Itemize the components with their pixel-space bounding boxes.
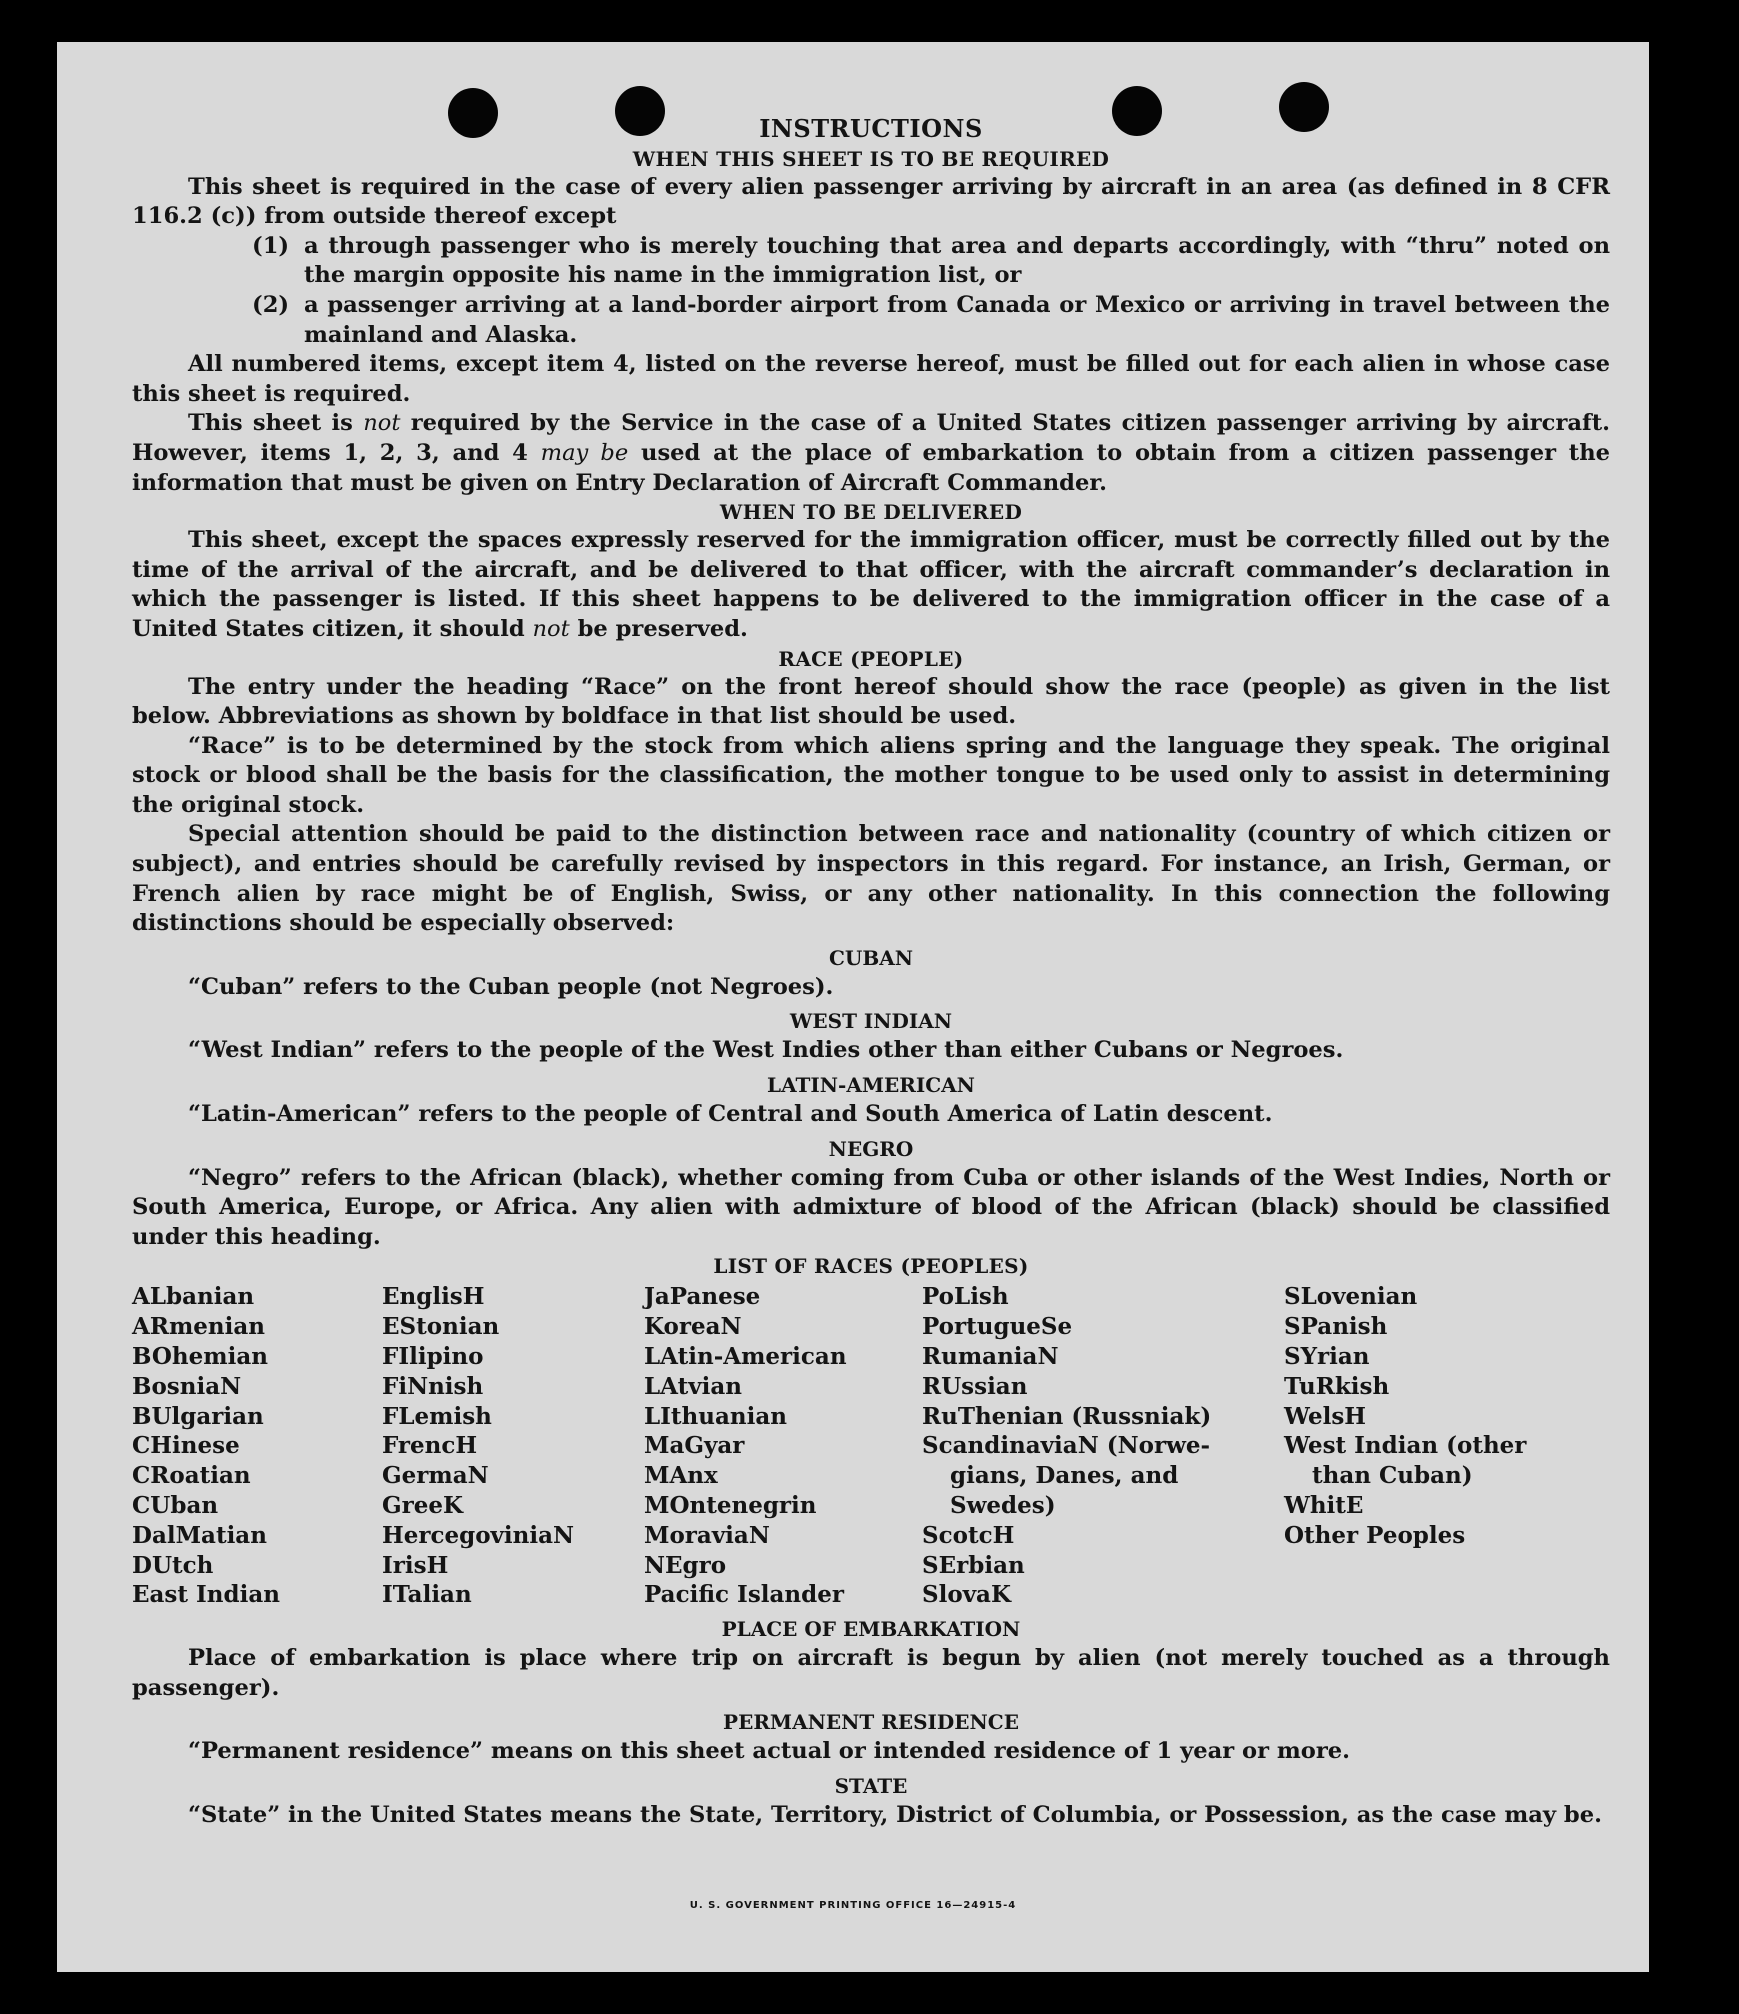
- paragraph: This sheet is required in the case of every alien passenger arriving by aircraft in an area (as defined in 8 CFR 116.2 (c)) from outside thereof except: [132, 173, 1610, 230]
- race-entry: ScandinaviaN (Norwe-: [922, 1432, 1211, 1460]
- race-entry: East Indian: [132, 1581, 280, 1609]
- definition: “State” in the United States means the State, Territory, District of Columbia, or Possession, as the case may be.: [188, 1801, 1602, 1828]
- section-heading: LIST OF RACES (PEOPLES): [713, 1254, 1029, 1279]
- race-entry: RuThenian (Russniak): [922, 1402, 1212, 1430]
- definition: Place of embarkation is place where trip on aircraft is begun by alien (not merely touched as a through passenger).: [132, 1645, 1610, 1701]
- section-heading: PLACE OF EMBARKATION: [721, 1617, 1021, 1642]
- race-entry: LAtvian: [644, 1372, 742, 1400]
- race-entry: SYrian: [1284, 1343, 1370, 1370]
- race-entry: WhitE: [1284, 1491, 1364, 1519]
- races-column: [132, 1282, 382, 1610]
- race-entry: NEgro: [644, 1551, 727, 1579]
- paragraph: This sheet, except the spaces expressly reserved for the immigration officer, must be correctly filled out by the time of the arrival of the aircraft, and be delivered to that officer, with the aircraft commander’s declaration in which the passenger is listed. If this sheet happens to be delivered to the immigration officer in the case of a United States citizen, it should not be preserved.: [132, 527, 1610, 642]
- race-entry: ITalian: [382, 1581, 472, 1609]
- race-entry: SPanish: [1284, 1313, 1388, 1341]
- races-column: [644, 1282, 922, 1610]
- section-heading: PERMANENT RESIDENCE: [723, 1710, 1019, 1735]
- section-heading: WHEN TO BE DELIVERED: [719, 500, 1023, 525]
- section-heading: STATE: [834, 1773, 908, 1798]
- document-page: [57, 42, 1649, 1972]
- race-entry: MAnx: [644, 1462, 718, 1490]
- list-item: [252, 232, 1610, 291]
- item-number: (1): [252, 232, 290, 259]
- race-entry: LAtin-American: [644, 1343, 847, 1370]
- race-entry: GreeK: [382, 1491, 464, 1519]
- race-entry: Swedes): [950, 1491, 1056, 1519]
- race-entry: Pacific Islander: [644, 1581, 844, 1609]
- paragraph: All numbered items, except item 4, listed on the reverse hereof, must be filled out for each alien in whose case this sheet is required.: [132, 351, 1610, 407]
- race-entry: PortugueSe: [922, 1313, 1073, 1341]
- race-entry: IrisH: [382, 1551, 449, 1579]
- paragraph: This sheet is not required by the Service in the case of a United States citizen passenger arriving by aircraft. However, items 1, 2, 3, and 4 may be used at the place of embarkation to obtain from a citizen passenger the information that must be given on Entry Declaration of Aircraft Commander.: [132, 410, 1611, 496]
- race-entry: gians, Danes, and: [950, 1462, 1179, 1490]
- race-entry: ScotcH: [922, 1521, 1015, 1549]
- item-text: a through passenger who is merely touching that area and departs accordingly, with “thru” noted on the margin opposite his name in the immigration list, or: [304, 232, 1610, 289]
- paragraph: The entry under the heading “Race” on the front hereof should show the race (people) as given in the list below. Abbreviations as shown by boldface in that list should be used.: [132, 673, 1610, 730]
- races-column: [1284, 1282, 1610, 1610]
- definition: “Negro” refers to the African (black), whether coming from Cuba or other islands of the West Indies, North or South America, Europe, or Africa. Any alien with admixture of blood of the African (black) should be classified under this heading.: [132, 1164, 1610, 1250]
- race-entry: DalMatian: [132, 1521, 267, 1549]
- race-entry: BUlgarian: [132, 1402, 264, 1430]
- race-entry: RUssian: [922, 1372, 1028, 1400]
- race-entry: CHinese: [132, 1432, 240, 1460]
- races-list: [132, 1282, 1610, 1610]
- paragraph: Special attention should be paid to the distinction between race and nationality (country of which citizen or subject), and entries should be carefully revised by inspectors in this regard. For instance, an Irish, German, or French alien by race might be of English, Swiss, or any other nationality. In this connection the following distinctions should be especially observed:: [132, 821, 1610, 937]
- paragraph: “Race” is to be determined by the stock from which aliens spring and the language they speak. The original stock or blood shall be the basis for the classification, the mother tongue to be used only to assist in determining the original stock.: [132, 732, 1610, 818]
- section-heading: NEGRO: [828, 1136, 914, 1161]
- race-entry: MOntenegrin: [644, 1491, 817, 1519]
- race-entry: Other Peoples: [1284, 1521, 1466, 1549]
- race-entry: CUban: [132, 1491, 219, 1519]
- race-entry: WelsH: [1284, 1402, 1367, 1430]
- definition: “West Indian” refers to the people of the West Indies other than either Cubans or Negroes.: [188, 1037, 1344, 1064]
- race-entry: JaPanese: [644, 1283, 761, 1311]
- instructions-content: [132, 114, 1610, 1831]
- race-entry: EStonian: [382, 1313, 500, 1341]
- race-entry: SLovenian: [1284, 1283, 1418, 1311]
- race-entry: LIthuanian: [644, 1402, 787, 1430]
- race-entry: MaGyar: [644, 1432, 745, 1460]
- race-entry: EnglisH: [382, 1283, 485, 1311]
- section-heading: CUBAN: [828, 945, 914, 970]
- race-entry: KoreaN: [644, 1313, 742, 1341]
- definition: “Latin-American” refers to the people of Central and South America of Latin descent.: [188, 1101, 1273, 1128]
- section-heading: WEST INDIAN: [789, 1009, 953, 1034]
- section-heading: RACE (PEOPLE): [778, 646, 964, 671]
- race-entry: BOhemian: [132, 1343, 268, 1370]
- race-entry: ALbanian: [132, 1283, 255, 1311]
- race-entry: FiNnish: [382, 1372, 484, 1400]
- race-entry: BosniaN: [132, 1372, 242, 1400]
- definition: “Permanent residence” means on this sheet actual or intended residence of 1 year or more.: [188, 1738, 1351, 1765]
- race-entry: RumaniaN: [922, 1343, 1059, 1370]
- race-entry: DUtch: [132, 1551, 214, 1579]
- definition: “Cuban” refers to the Cuban people (not Negroes).: [188, 973, 834, 1000]
- race-entry: HercegoviniaN: [382, 1521, 575, 1549]
- race-entry: ARmenian: [132, 1313, 266, 1341]
- race-entry: FLemish: [382, 1402, 492, 1430]
- race-entry: TuRkish: [1284, 1372, 1390, 1400]
- races-column: [382, 1282, 644, 1610]
- section-heading: LATIN-AMERICAN: [767, 1073, 975, 1098]
- item-text: a passenger arriving at a land-border airport from Canada or Mexico or arriving in travel between the mainland and Alaska.: [304, 291, 1610, 348]
- race-entry: GermaN: [382, 1462, 489, 1490]
- printer-imprint: U. S. GOVERNMENT PRINTING OFFICE 16—24915-4: [689, 1900, 1017, 1911]
- race-entry: than Cuban): [1312, 1462, 1473, 1490]
- race-entry: West Indian (other: [1284, 1432, 1527, 1460]
- race-entry: CRoatian: [132, 1462, 251, 1490]
- race-entry: SlovaK: [922, 1581, 1011, 1609]
- race-entry: MoraviaN: [644, 1521, 770, 1549]
- races-column: [922, 1282, 1284, 1610]
- item-number: (2): [252, 291, 290, 318]
- section-heading: WHEN THIS SHEET IS TO BE REQUIRED: [632, 146, 1110, 171]
- race-entry: PoLish: [922, 1283, 1009, 1311]
- race-entry: FrencH: [382, 1432, 478, 1460]
- list-item: [252, 291, 1610, 350]
- race-entry: SErbian: [922, 1551, 1025, 1579]
- page-title: INSTRUCTIONS: [759, 114, 983, 143]
- race-entry: FIlipino: [382, 1343, 484, 1370]
